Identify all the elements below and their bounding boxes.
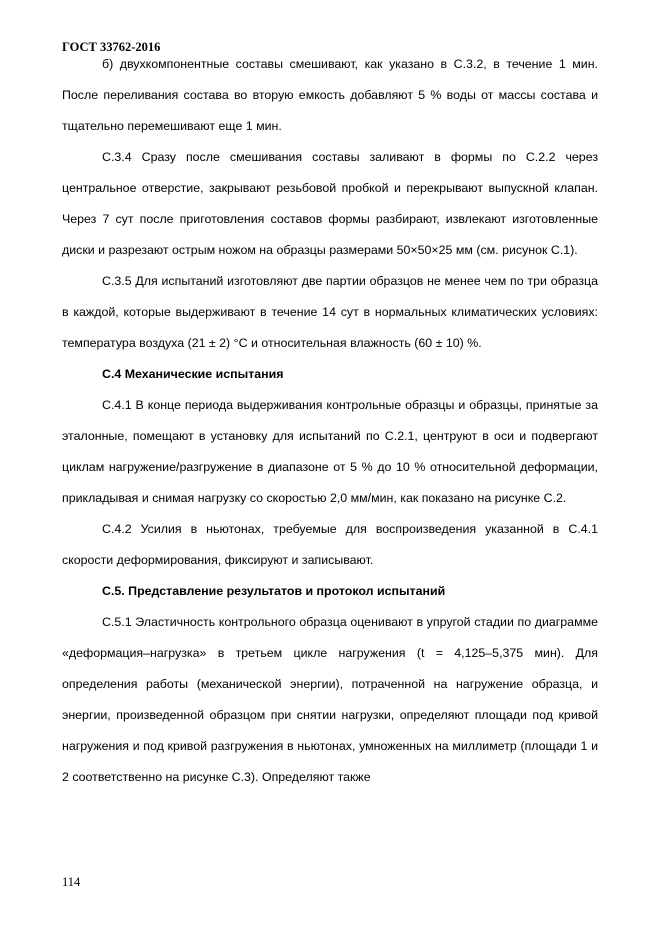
paragraph-c-4-2: С.4.2 Усилия в ньютонах, требуемые для воспроизведения указанной в С.4.1 скорости деформирования, фиксируют и записывают. xyxy=(62,522,598,567)
document-header: ГОСТ 33762-2016 xyxy=(62,40,161,54)
paragraph-c-3-4: С.3.4 Сразу после смешивания составы заливают в формы по С.2.2 через центральное отверстие, закрывают резьбовой пробкой и перекрывают выпускной клапан. Через 7 сут после приготовления составов формы разбирают, извлекают изготовленные диски и разрезают острым ножом на образцы размерами 50×50×25 мм (см. рисунок С.1). xyxy=(62,150,598,257)
paragraph-b-mixing: б) двухкомпонентные составы смешивают, как указано в С.3.2, в течение 1 мин. После переливания состава во вторую емкость добавляют 5 % воды от массы состава и тщательно перемешивают еще 1 мин. xyxy=(62,57,598,133)
section-heading-c-5: С.5. Представление результатов и протокол испытаний xyxy=(102,584,446,598)
section-heading-c-4: С.4 Механические испытания xyxy=(102,367,284,381)
body-text xyxy=(62,49,598,793)
paragraph-c-3-5: С.3.5 Для испытаний изготовляют две партии образцов не менее чем по три образца в каждой, которые выдерживают в течение 14 сут в нормальных климатических условиях: температура воздуха (21 ± 2) °С и относительная влажность (60 ± 10) %. xyxy=(62,274,598,350)
page-number: 114 xyxy=(62,875,81,889)
paragraph-c-4-1: С.4.1 В конце периода выдерживания контрольные образцы и образцы, принятые за эталонные, помещают в установку для испытаний по С.2.1, центруют в оси и подвергают циклам нагружение/разгружение в диапазоне от 5 % до 10 % относительной деформации, прикладывая и снимая нагрузку со скоростью 2,0 мм/мин, как показано на рисунке С.2. xyxy=(62,398,598,505)
paragraph-c-5-1: С.5.1 Эластичность контрольного образца оценивают в упругой стадии по диаграмме «деформация–нагрузка» в третьем цикле нагружения (t = 4,125–5,375 мин). Для определения работы (механической энергии), потраченной на нагружение образца, и энергии, произведенной образцом при снятии нагрузки, определяют площади под кривой нагружения и под кривой разгружения в ньютонах, умноженных на миллиметр (площади 1 и 2 соответственно на рисунке С.3). Определяют также xyxy=(62,615,598,784)
